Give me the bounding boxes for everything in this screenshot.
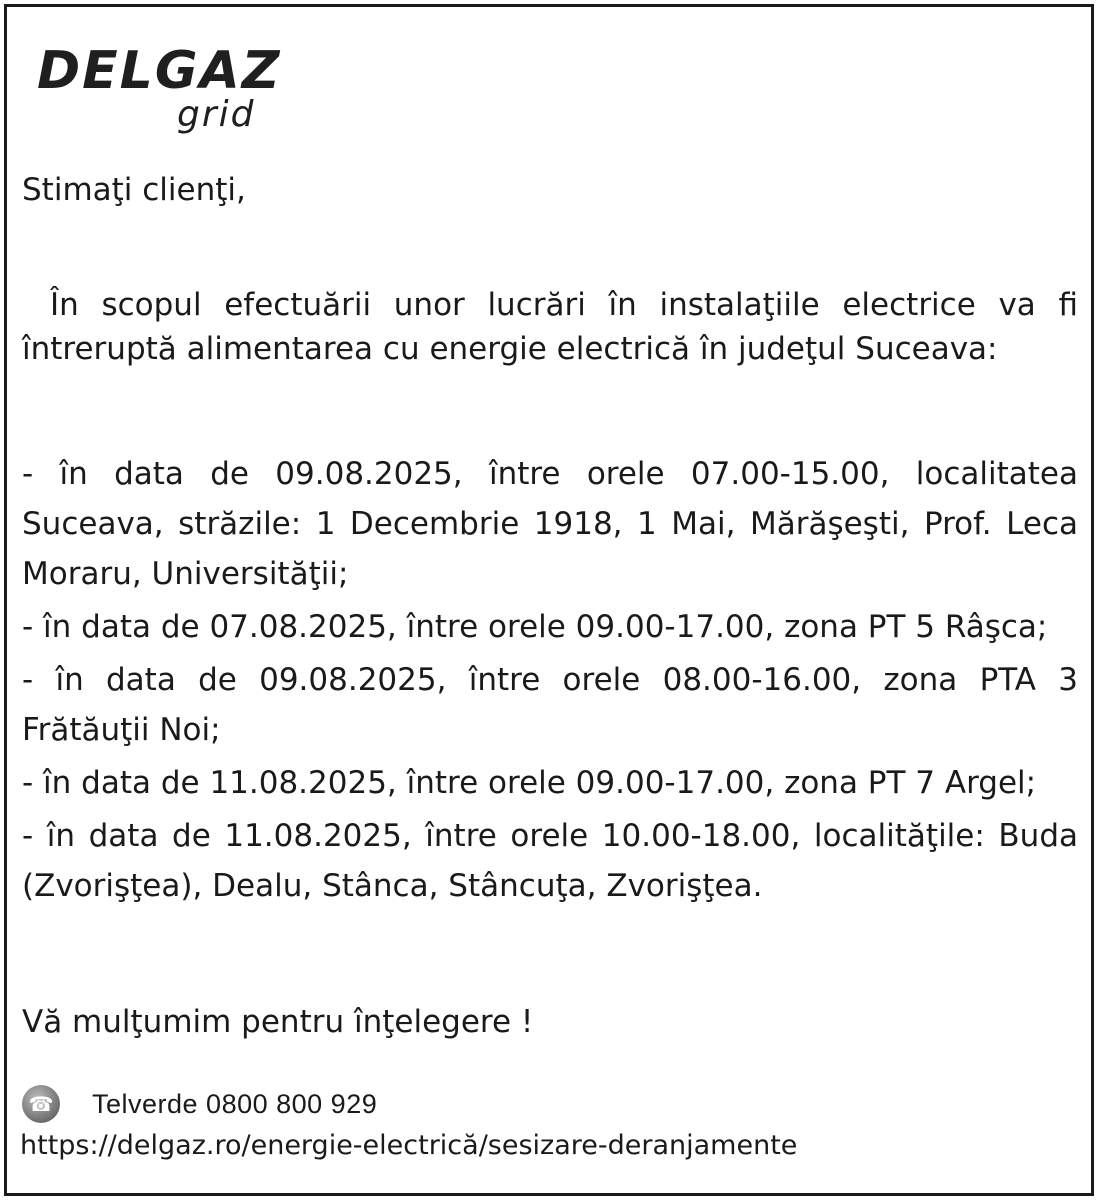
logo-main-text: DELGAZ: [37, 41, 282, 101]
greeting: Stimaţi clienţi,: [22, 172, 246, 208]
phone-row: [22, 1084, 377, 1124]
report-url[interactable]: https://delgaz.ro/energie-electrică/sesizare-deranjamente: [20, 1130, 798, 1161]
outage-item: - în data de 11.08.2025, între orele 09.00-17.00, zona PT 7 Argel;: [22, 765, 1037, 801]
outage-item: - în data de 11.08.2025, între orele 10.00-18.00, localităţile: Buda (Zvorişţea), Dealu, Stânca, Stâncuţa, Zvorişţea.: [22, 818, 1078, 904]
thanks-line: Vă mulţumim pentru înţelegere !: [22, 1004, 534, 1040]
logo-sub-text: grid: [177, 94, 256, 135]
intro-paragraph: În scopul efectuării unor lucrări în instalaţiile electrice va fi întreruptă alimentarea cu energie electrică în judeţul Suceava:: [22, 287, 1078, 367]
delgaz-grid-logo: [37, 41, 282, 137]
outage-list: [22, 449, 1078, 911]
phone-icon: ☎: [22, 1085, 60, 1123]
outage-item: - în data de 09.08.2025, între orele 08.00-16.00, zona PTA 3 Frătăuţii Noi;: [22, 662, 1078, 748]
outage-item: - în data de 07.08.2025, între orele 09.00-17.00, zona PT 5 Râşca;: [22, 609, 1048, 645]
phone-number: Telverde 0800 800 929: [92, 1088, 378, 1119]
outage-item: - în data de 09.08.2025, între orele 07.00-15.00, localitatea Suceava, străzile: 1 Decembrie 1918, 1 Mai, Mărăşeşti, Prof. Leca Moraru, Universităţii;: [22, 456, 1078, 592]
